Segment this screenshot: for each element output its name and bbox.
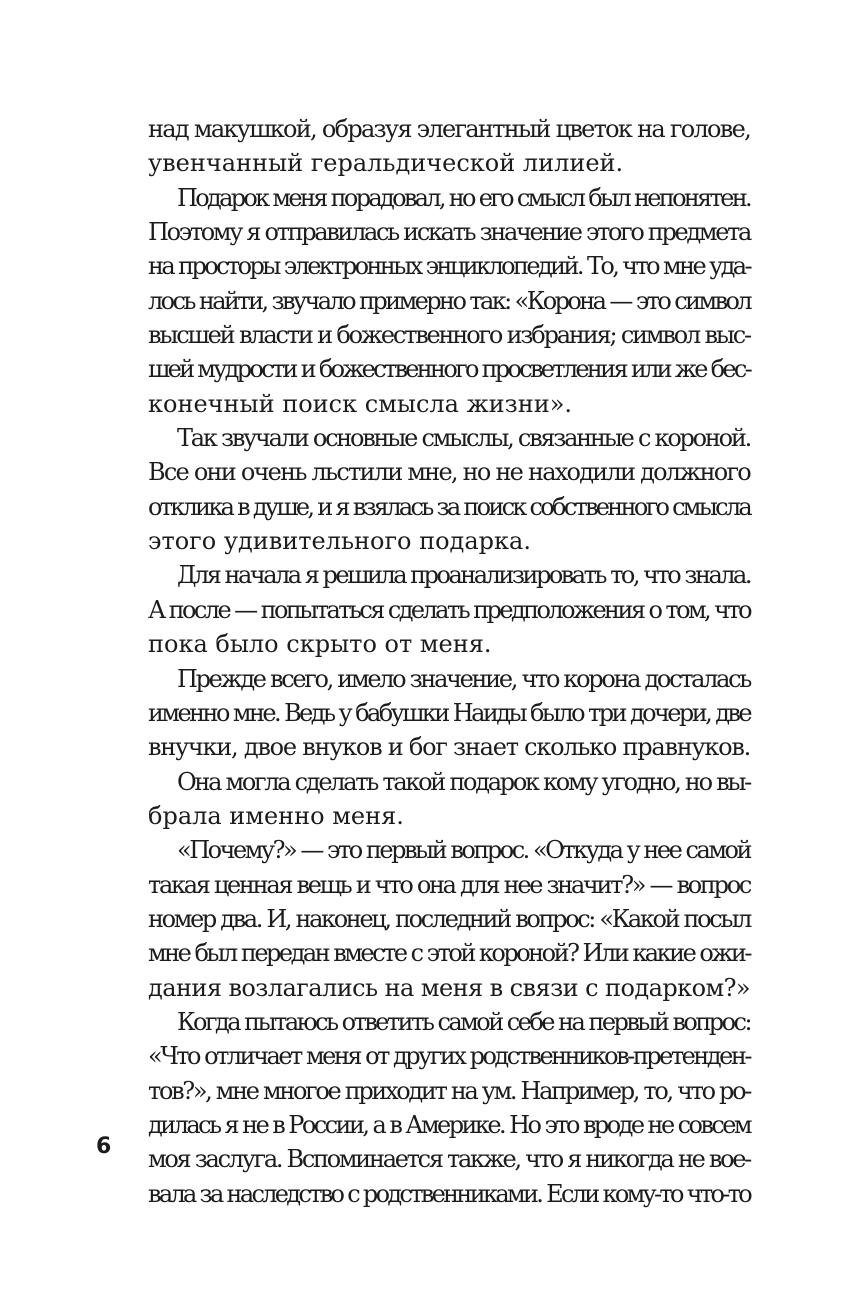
paragraph [148, 112, 750, 181]
text-line: тов?», мне многое приходит на ум. Например, то, что ро- [148, 1076, 750, 1105]
text-line: внучки, двое внуков и бог знает сколько правнуков. [148, 733, 751, 762]
text-line: Прежде всего, имело значение, что корона досталась [177, 664, 750, 693]
text-line: Все они очень льстили мне, но не находили должного [148, 458, 750, 487]
text-line: высшей власти и божественного избрания; символ выс- [148, 321, 750, 350]
text-line: Для начала я решила проанализировать то, что знала. [177, 561, 750, 590]
text-line: дилась я не в России, а в Америке. Но это вроде не совсем [148, 1110, 750, 1139]
text-line: номер два. И, наконец, последний вопрос: «Какой посыл [148, 904, 750, 933]
text-line: Так звучали основные смыслы, связанные с короной. [177, 424, 750, 453]
paragraph [148, 833, 750, 1005]
text-line: отклика в душе, и я взялась за поиск собственного смысла [148, 492, 750, 521]
text-line: на просторы электронных энциклопедий. То, что мне уда- [148, 252, 751, 281]
text-line: моя заслуга. Вспоминается также, что я никогда не вое- [148, 1145, 750, 1174]
paragraph [148, 558, 750, 661]
text-line: Она могла сделать такой подарок кому угодно, но вы- [177, 767, 750, 796]
text-line: брала именно меня. [148, 801, 404, 830]
text-line: над макушкой, образуя элегантный цветок на голове, [148, 115, 750, 143]
body-text [148, 112, 750, 1211]
text-line: «Что отличает меня от других родственников-претенден- [148, 1042, 750, 1071]
text-line: А после — попытаться сделать предположения о том, что [148, 595, 750, 624]
text-line: «Почему?» — это первый вопрос. «Откуда у нее самой [177, 836, 750, 865]
text-line: мне был передан вместе с этой короной? Или какие ожи- [148, 939, 750, 968]
text-line: лось найти, звучало примерно так: «Корона — это символ [148, 286, 750, 315]
text-line: Когда пытаюсь ответить самой себе на первый вопрос: [177, 1007, 750, 1036]
text-line: дания возлагались на меня в связи с подарком?» [148, 973, 750, 1002]
text-line: вала за наследство с родственниками. Если кому-то что-то [148, 1179, 750, 1208]
text-line: Подарок меня порадовал, но его смысл был непонятен. [177, 183, 750, 212]
page-number: 6 [96, 1134, 112, 1159]
text-line: пока было скрыто от меня. [148, 630, 492, 659]
text-line: именно мне. Ведь у бабушки Наиды было три дочери, две [148, 698, 750, 727]
paragraph [148, 765, 750, 834]
text-line: увенчанный геральдической лилией. [148, 149, 624, 178]
text-line: такая ценная вещь и что она для нее значит?» — вопрос [148, 870, 751, 899]
paragraph [148, 181, 750, 421]
text-line: этого удивительного подарка. [148, 527, 531, 556]
paragraph [148, 662, 750, 765]
text-line: шей мудрости и божественного просветления или же бес- [148, 355, 750, 384]
paragraph [148, 421, 750, 558]
text-line: конечный поиск смысла жизни». [148, 389, 573, 418]
text-line: Поэтому я отправилась искать значение этого предмета [148, 218, 751, 247]
paragraph [148, 1005, 750, 1211]
